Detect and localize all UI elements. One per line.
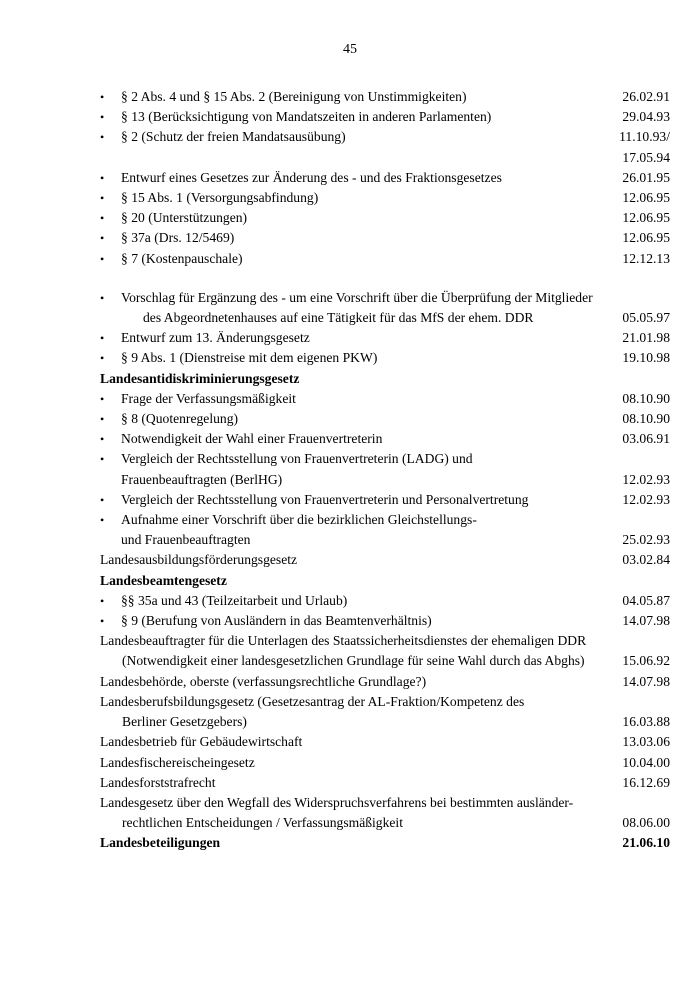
entry-text (121, 288, 614, 328)
entry-text-line: Landesantidiskriminierungsgesetz (100, 370, 300, 386)
index-entry (100, 449, 670, 489)
entry-text (121, 490, 614, 510)
index-entry (100, 550, 670, 570)
entry-text-line: Vergleich der Rechtsstellung von Frauenvertreterin und Personalvertretung (121, 491, 529, 507)
entry-date: 05.05.97 (622, 310, 670, 326)
entry-date: 14.07.98 (622, 673, 670, 689)
entry-text (121, 429, 614, 449)
index-entry (100, 87, 670, 107)
entry-text-continuation: Frauenbeauftragten (BerlHG) (121, 471, 283, 487)
index-entry (100, 249, 670, 269)
entry-text-line: Landesbeteiligungen (100, 835, 221, 851)
entry-text-line: § 20 (Unterstützungen) (121, 210, 248, 226)
entry-date: 08.06.00 (622, 815, 670, 831)
entry-text-line: Aufnahme einer Vorschrift über die bezirklichen Gleichstellungs- (121, 512, 477, 528)
entry-text-continuation: des Abgeordnetenhauses auf eine Tätigkeit für das MfS der ehem. DDR (143, 310, 534, 326)
bullet-icon: • (100, 290, 105, 305)
entry-text-line: Landesbeauftragter für die Unterlagen des Staatssicherheitsdienstes der ehemaligen DDR (100, 633, 587, 649)
entry-text-line: Entwurf eines Gesetzes zur Änderung des - und des Fraktionsgesetzes (121, 169, 502, 185)
index-entry (100, 732, 670, 752)
entry-text-line: § 9 Abs. 1 (Dienstreise mit dem eigenen PKW) (121, 350, 378, 366)
bullet-icon: • (100, 130, 105, 145)
entry-text (121, 328, 614, 348)
index-entry (100, 773, 670, 793)
bullet-icon: • (100, 492, 105, 507)
index-entry (100, 288, 670, 328)
entry-date: 03.02.84 (622, 552, 670, 568)
index-entry (100, 692, 670, 732)
entry-text-continuation: Berliner Gesetzgebers) (122, 714, 247, 730)
entry-text-line: Frage der Verfassungsmäßigkeit (121, 390, 296, 406)
entry-text (121, 168, 614, 188)
entry-date: 08.10.90 (622, 411, 670, 427)
entry-text-line: Notwendigkeit der Wahl einer Frauenvertreterin (121, 431, 383, 447)
page-number: 45 (343, 42, 357, 57)
entry-date: 08.10.90 (622, 390, 670, 406)
entry-date: 16.12.69 (622, 774, 670, 790)
bullet-icon: • (100, 593, 105, 608)
index-entry (100, 389, 670, 409)
entry-text-line: § 8 (Quotenregelung) (121, 411, 239, 427)
index-entry (100, 429, 670, 449)
bullet-icon: • (100, 351, 105, 366)
index-entry (100, 591, 670, 611)
entry-text (121, 510, 614, 550)
entry-text-line: § 15 Abs. 1 (Versorgungsabfindung) (121, 190, 319, 206)
entry-text (100, 773, 614, 793)
section-heading (100, 833, 670, 853)
entry-text-line: Vergleich der Rechtsstellung von Frauenvertreterin (LADG) und (121, 451, 473, 467)
entry-text (100, 833, 614, 853)
entry-text-line: § 2 Abs. 4 und § 15 Abs. 2 (Bereinigung von Unstimmigkeiten) (121, 89, 467, 104)
entry-text-line: Entwurf zum 13. Änderungsgesetz (121, 330, 310, 346)
entry-text-line: § 7 (Kostenpauschale) (121, 250, 243, 266)
entry-text (121, 107, 614, 127)
entry-date: 26.02.91 (622, 89, 670, 104)
entry-date: 14.07.98 (622, 613, 670, 629)
bullet-icon: • (100, 432, 105, 447)
entry-text (121, 348, 614, 368)
entry-text-line: § 9 (Berufung von Ausländern in das Beamtenverhältnis) (121, 613, 432, 629)
entry-date: 16.03.88 (622, 714, 670, 730)
entry-text (100, 369, 662, 389)
bullet-icon: • (100, 110, 105, 125)
section-heading (100, 369, 670, 389)
entry-text (121, 127, 611, 147)
entry-text (100, 692, 614, 732)
entry-date: 03.06.91 (622, 431, 670, 447)
bullet-icon: • (100, 191, 105, 206)
entry-text (121, 228, 614, 248)
entry-text-continuation: (Notwendigkeit einer landesgesetzlichen Grundlage für seine Wahl durch das Abghs) (122, 653, 585, 669)
bullet-icon: • (100, 251, 105, 266)
entry-date: 12.06.95 (622, 210, 670, 226)
entry-text (121, 409, 614, 429)
entry-date: 13.03.06 (622, 734, 670, 750)
index-entry (100, 208, 670, 228)
section-heading (100, 571, 670, 591)
entry-text-continuation: rechtlichen Entscheidungen / Verfassungsmäßigkeit (122, 815, 403, 831)
index-entry (100, 348, 670, 368)
entry-text-line: Landesberufsbildungsgesetz (Gesetzesantrag der AL-Fraktion/Kompetenz des (100, 693, 525, 709)
entry-date: 12.02.93 (622, 491, 670, 507)
entry-date: 21.06.10 (622, 835, 670, 851)
entry-text (100, 672, 614, 692)
entry-text-line: §§ 35a und 43 (Teilzeitarbeit und Urlaub) (121, 592, 348, 608)
index-entry (100, 753, 670, 773)
entry-text (121, 188, 614, 208)
entry-text-continuation: und Frauenbeauftragten (121, 532, 251, 548)
bullet-icon: • (100, 170, 105, 185)
index-entry (100, 127, 670, 167)
entry-text (121, 611, 614, 631)
entry-date: 12.02.93 (622, 471, 670, 487)
index-entry (100, 188, 670, 208)
entry-text (100, 631, 614, 671)
entry-text (121, 449, 614, 489)
bullet-icon: • (100, 513, 105, 528)
bullet-icon: • (100, 412, 105, 427)
index-entry-list (100, 87, 670, 854)
bullet-icon: • (100, 90, 105, 104)
index-entry (100, 631, 670, 671)
entry-text (100, 793, 614, 833)
index-entry (100, 490, 670, 510)
index-entry (100, 168, 670, 188)
entry-date: 10.04.00 (622, 754, 670, 770)
entry-date: 11.10.93/ 17.05.94 (619, 129, 670, 165)
entry-text (121, 208, 614, 228)
index-entry (100, 793, 670, 833)
entry-text-line: Landesfischereischeingesetz (100, 754, 255, 770)
entry-text-line: Landesforststrafrecht (100, 774, 216, 790)
entry-text (100, 571, 662, 591)
entry-text (121, 389, 614, 409)
entry-text-line: Landesgesetz über den Wegfall des Widerspruchsverfahrens bei bestimmten ausländer- (100, 794, 574, 810)
index-entry (100, 510, 670, 550)
entry-date: 12.12.13 (622, 250, 670, 266)
index-entry (100, 328, 670, 348)
entry-text (121, 87, 614, 107)
index-entry (100, 228, 670, 248)
entry-text (121, 591, 614, 611)
index-entry (100, 672, 670, 692)
entry-text-line: § 13 (Berücksichtigung von Mandatszeiten in anderen Parlamenten) (121, 109, 492, 125)
entry-text-line: Landesbetrieb für Gebäudewirtschaft (100, 734, 303, 750)
entry-date: 29.04.93 (622, 109, 670, 125)
entry-date: 19.10.98 (622, 350, 670, 366)
entry-date: 21.01.98 (622, 330, 670, 346)
entry-text-line: § 37a (Drs. 12/5469) (121, 230, 235, 246)
entry-date: 26.01.95 (622, 169, 670, 185)
bullet-icon: • (100, 452, 105, 467)
entry-text (100, 550, 614, 570)
entry-text-line: Landesbeamtengesetz (100, 572, 227, 588)
entry-text (121, 249, 614, 269)
index-entry (100, 107, 670, 127)
index-entry (100, 611, 670, 631)
bullet-icon: • (100, 331, 105, 346)
entry-text (100, 732, 614, 752)
entry-date: 12.06.95 (622, 190, 670, 206)
entry-text-line: § 2 (Schutz der freien Mandatsausübung) (121, 129, 346, 145)
bullet-icon: • (100, 614, 105, 629)
entry-date: 12.06.95 (622, 230, 670, 246)
entry-text (100, 753, 614, 773)
entry-text-line: Vorschlag für Ergänzung des - um eine Vorschrift über die Überprüfung der Mitglieder (121, 289, 593, 305)
entry-text-line: Landesbehörde, oberste (verfassungsrechtliche Grundlage?) (100, 673, 427, 689)
entry-text-line: Landesausbildungsförderungsgesetz (100, 552, 298, 568)
index-entry (100, 409, 670, 429)
entry-date: 04.05.87 (622, 592, 670, 608)
entry-date: 25.02.93 (622, 532, 670, 548)
bullet-icon: • (100, 231, 105, 246)
bullet-icon: • (100, 211, 105, 226)
bullet-icon: • (100, 391, 105, 406)
entry-date: 15.06.92 (622, 653, 670, 669)
